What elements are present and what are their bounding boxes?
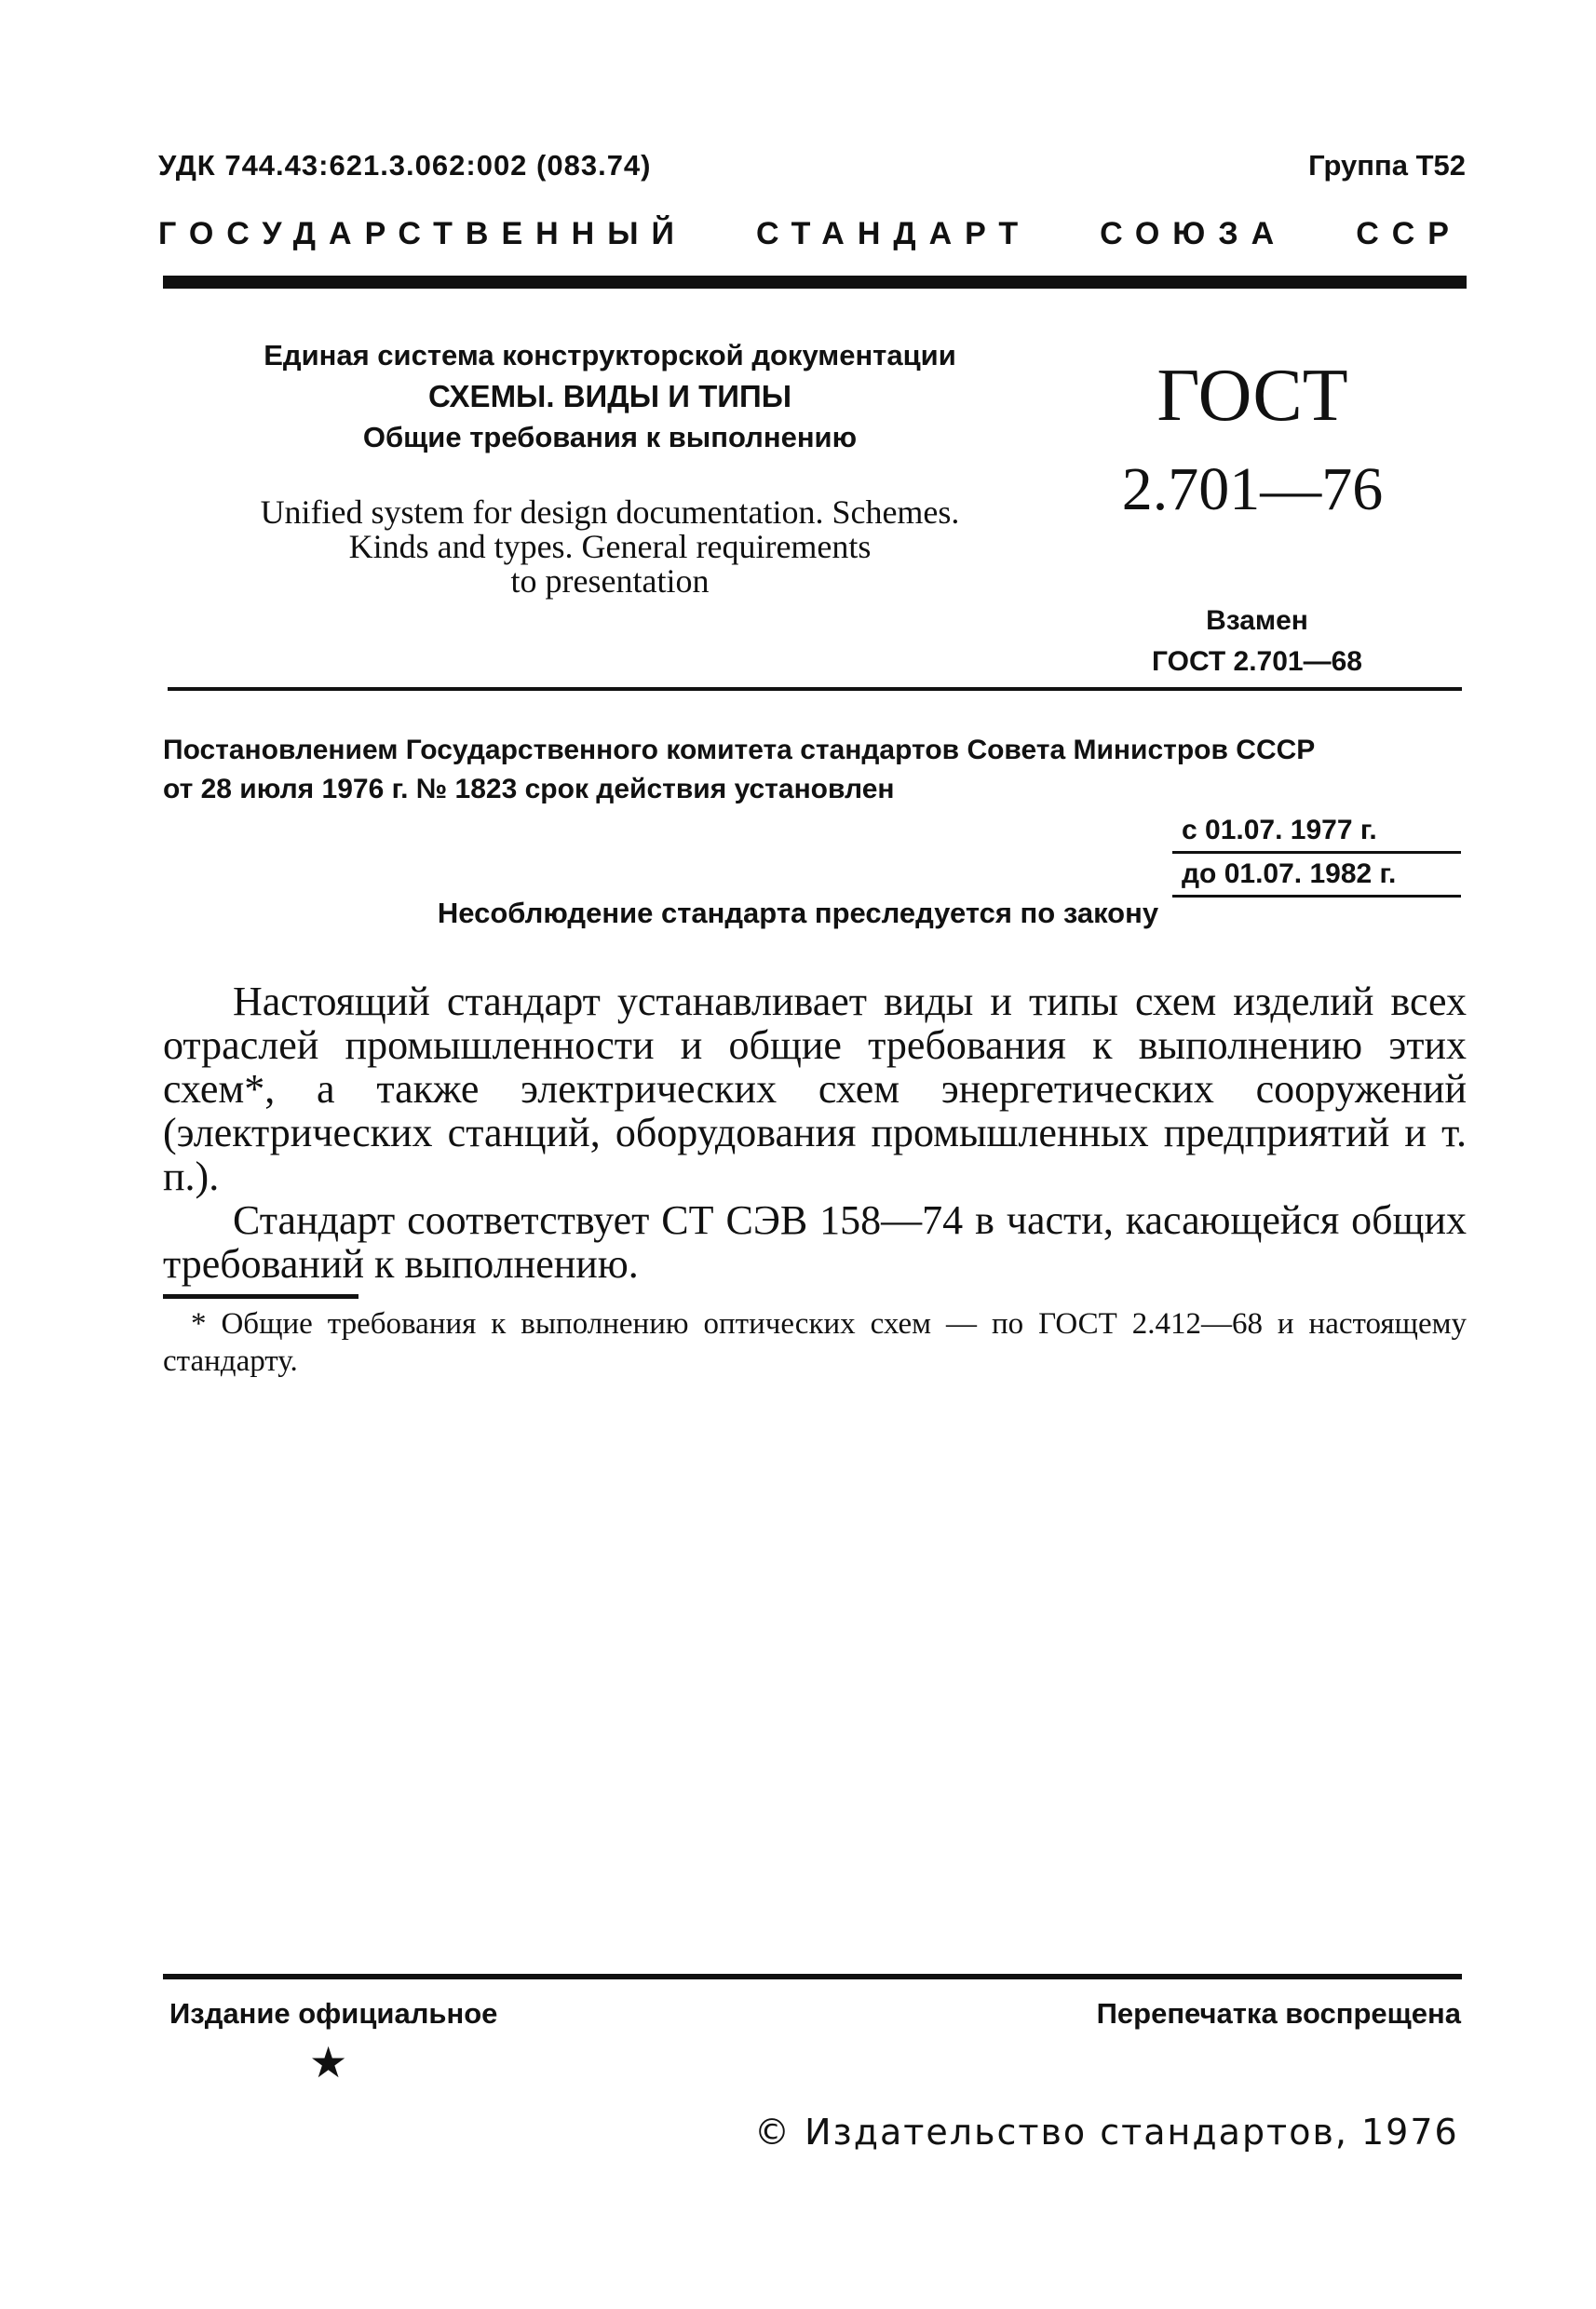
banner-word: ССР bbox=[1356, 216, 1462, 251]
replaces-label: Взамен bbox=[1206, 605, 1308, 636]
gost-label: ГОСТ bbox=[1156, 355, 1348, 437]
official-edition-label: Издание официальное bbox=[169, 1997, 498, 2030]
footnote: * Общие требования к выполнению оптических схем — по ГОСТ 2.412—68 и настоящему стандарту. bbox=[163, 1307, 1467, 1378]
title-divider bbox=[168, 687, 1462, 691]
title-system: Единая система конструкторской документации bbox=[264, 339, 956, 371]
state-standard-banner bbox=[158, 216, 1462, 252]
title-english-line: Kinds and types. General requirements bbox=[348, 528, 872, 565]
reprint-prohibited-label: Перепечатка воспрещена bbox=[1096, 1997, 1461, 2030]
body-paragraph: Стандарт соответствует СТ СЭВ 158—74 в части, касающейся общих требований к выполнению. bbox=[163, 1197, 1467, 1287]
banner-word: СТАНДАРТ bbox=[755, 216, 1032, 251]
resolution-text bbox=[163, 731, 1467, 809]
gost-number: 2.701—76 bbox=[1121, 455, 1384, 523]
group-code: Группа Т52 bbox=[1308, 149, 1466, 182]
body-paragraph: Настоящий стандарт устанавливает виды и типы схем изделий всех отраслей промышленности и общие требования к выполнению этих схем*, а также электрических схем энергетических сооружений (электрических станций, оборудования промышленных предприятий и т. п.). bbox=[163, 979, 1467, 1199]
banner-word: СОЮЗА bbox=[1100, 216, 1288, 251]
legal-notice: Несоблюдение стандарта преследуется по закону bbox=[437, 897, 1159, 929]
title-block bbox=[182, 335, 1038, 599]
star-icon: ★ bbox=[309, 2037, 348, 2087]
title-english-line: Unified system for design documentation. Schemes. bbox=[260, 493, 960, 531]
replaces-value: ГОСТ 2.701—68 bbox=[1152, 646, 1362, 677]
title-main: СХЕМЫ. ВИДЫ И ТИПЫ bbox=[427, 379, 792, 413]
title-english-line: to presentation bbox=[510, 562, 710, 600]
replaces-block bbox=[1117, 601, 1397, 682]
valid-from: с 01.07. 1977 г. bbox=[1172, 810, 1461, 854]
resolution-line: от 28 июля 1976 г. № 1823 срок действия установлен bbox=[163, 774, 895, 804]
udk-code: УДК 744.43:621.3.062:002 (083.74) bbox=[158, 149, 652, 182]
banner-word: ГОСУДАРСТВЕННЫЙ bbox=[158, 216, 687, 251]
title-english bbox=[182, 495, 1038, 599]
publisher-copyright: © Издательство стандартов, 1976 bbox=[754, 2112, 1459, 2153]
footnote-divider bbox=[163, 1294, 358, 1299]
resolution-line: Постановлением Государственного комитета стандартов Совета Министров СССР bbox=[163, 735, 1316, 765]
body-text bbox=[163, 979, 1467, 1286]
valid-to: до 01.07. 1982 г. bbox=[1172, 854, 1461, 898]
footer-divider bbox=[163, 1974, 1462, 1979]
validity-dates bbox=[1172, 810, 1461, 898]
header-divider bbox=[163, 276, 1467, 289]
title-subtitle: Общие требования к выполнению bbox=[362, 421, 858, 453]
